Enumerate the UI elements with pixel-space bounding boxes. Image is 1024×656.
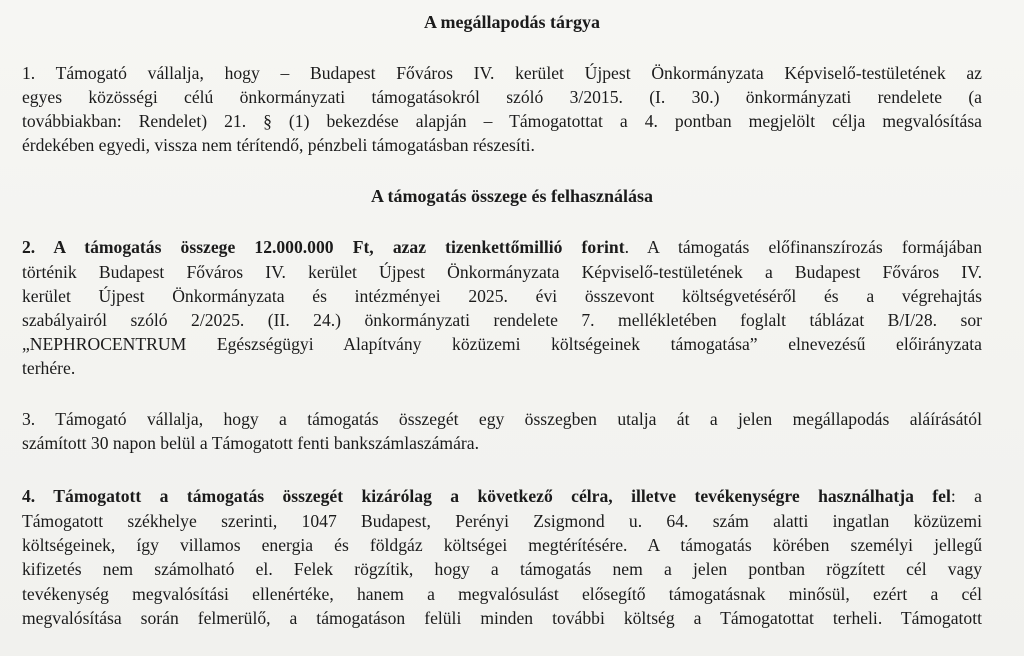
paragraph-2-line: kerület Újpest Önkormányzata és intézményei 2025. évi összevont költségvetéséről és a végrehajtás: [22, 286, 982, 306]
paragraph-2-line: „NEPHROCENTRUM Egészségügyi Alapítvány közüzemi költségeinek támogatása” elnevezésű előirányzata: [22, 334, 982, 354]
section-heading-subject: A megállapodás tárgya: [423, 12, 600, 32]
paragraph-2-bold: 2. A támogatás összege 12.000.000 Ft, azaz tizenkettőmillió forint: [22, 237, 625, 257]
paragraph-4-line: tevékenység megvalósítási ellenértéke, hanem a megvalósulást elősegítő támogatásnak minősül, ezért a cél: [22, 584, 982, 604]
paragraph-4-line: [22, 485, 982, 507]
paragraph-1-line: továbbiakban: Rendelet) 21. § (1) bekezdése alapján – Támogatottat a 4. pontban megjelölt célja megvalósítása: [22, 111, 982, 131]
paragraph-4-line: költségeinek, így villamos energia és földgáz költségei megtérítésére. A támogatás körében személyi jellegű: [22, 535, 982, 555]
paragraph-3-line: számított 30 napon belül a Támogatott fenti bankszámlaszámára.: [22, 433, 479, 453]
section-heading-amount: A támogatás összege és felhasználása: [371, 186, 653, 206]
paragraph-4-line: kifizetés nem számolható el. Felek rögzítik, hogy a támogatás nem a jelen pontban rögzített cél vagy: [22, 559, 982, 579]
paragraph-2-line: terhére.: [22, 358, 76, 378]
paragraph-1-line: 1. Támogató vállalja, hogy – Budapest Főváros IV. kerület Újpest Önkormányzata Képviselő-testületének az: [22, 63, 982, 83]
paragraph-2-line: történik Budapest Főváros IV. kerület Újpest Önkormányzata Képviselő-testületének a Budapest Főváros IV.: [22, 262, 982, 282]
paragraph-4-rest: : a: [950, 486, 982, 506]
paragraph-4-line: megvalósítása során felmerülő, a támogatáson felüli minden további költség a Támogatottat terheli. Támogatott: [22, 608, 982, 628]
paragraph-2-line: [22, 236, 982, 258]
paragraph-4-bold: 4. Támogatott a támogatás összegét kizárólag a következő célra, illetve tevékenységre használhatja fel: [22, 486, 951, 506]
paragraph-1-line: érdekében egyedi, vissza nem térítendő, pénzbeli támogatásban részesíti.: [22, 135, 535, 155]
paragraph-2-rest: . A támogatás előfinanszírozás formájában: [624, 237, 982, 257]
paragraph-4-line: Támogatott székhelye szerinti, 1047 Budapest, Perényi Zsigmond u. 64. szám alatti ingatlan közüzemi: [22, 511, 982, 531]
paragraph-1-line: egyes közösségi célú önkormányzati támogatásokról szóló 3/2015. (I. 30.) önkormányzati rendelete (a: [22, 87, 982, 107]
paragraph-3-line: 3. Támogató vállalja, hogy a támogatás összegét egy összegben utalja át a jelen megállapodás aláírásától: [22, 409, 982, 429]
paragraph-2-line: szabályairól szóló 2/2025. (II. 24.) önkormányzati rendelete 7. mellékletében foglalt táblázat B/I/28. sor: [22, 310, 982, 330]
